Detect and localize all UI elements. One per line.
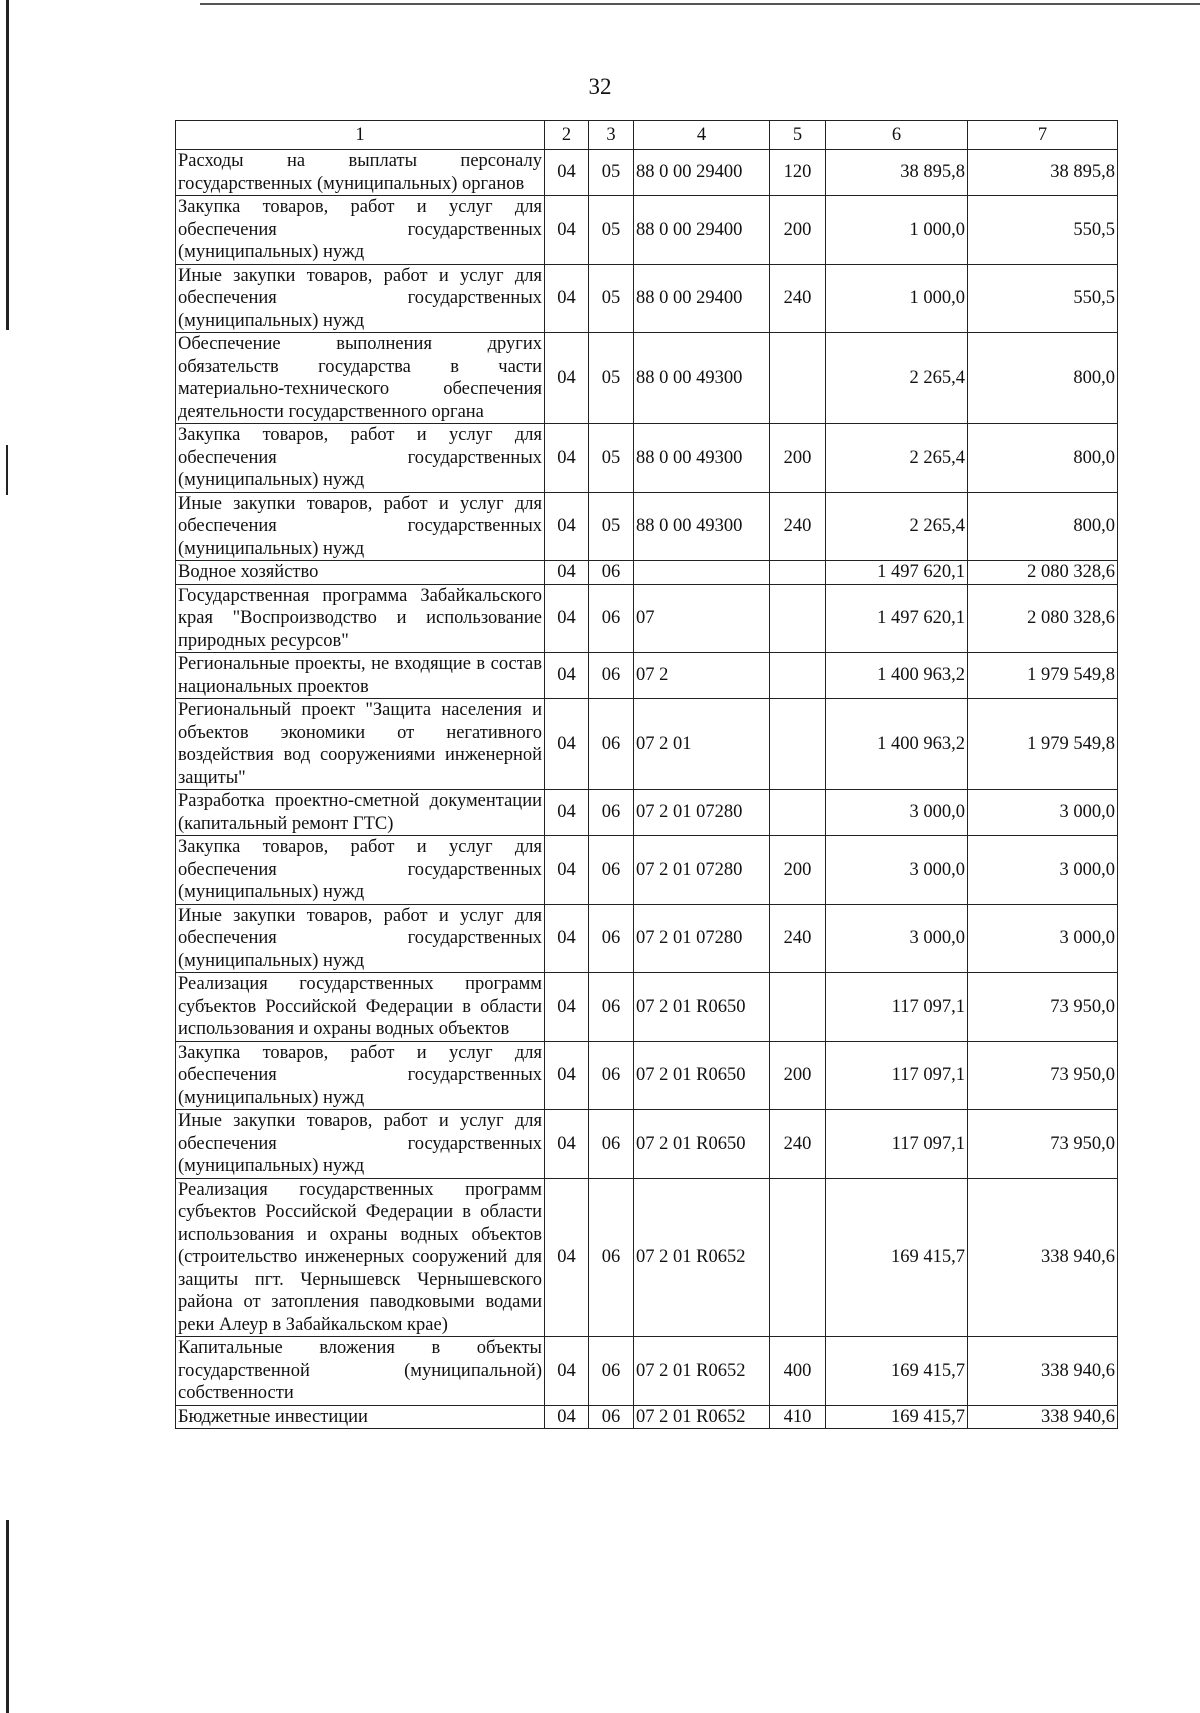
expense-type-cell [770,973,826,1042]
section-code-cell: 04 [545,653,589,699]
target-article-cell: 88 0 00 49300 [634,424,770,493]
target-article-cell [634,561,770,585]
subsection-code-cell: 06 [589,1178,634,1337]
amount-col7-cell: 73 950,0 [968,1110,1118,1179]
expense-type-cell: 200 [770,196,826,265]
table-row [176,584,1118,653]
amount-col7-cell: 800,0 [968,333,1118,424]
table-row [176,196,1118,265]
target-article-cell: 07 2 01 R0650 [634,973,770,1042]
table-row [176,1110,1118,1179]
section-code-cell: 04 [545,1337,589,1406]
header-row [176,121,1118,150]
row-name-cell: Капитальные вложения в объекты государственной (муниципальной) собственности [176,1337,545,1406]
row-name-cell: Иные закупки товаров, работ и услуг для обеспечения государственных (муниципальных) нужд [176,1110,545,1179]
target-article-cell: 07 [634,584,770,653]
subsection-code-cell: 06 [589,1041,634,1110]
amount-col6-cell: 3 000,0 [826,790,968,836]
table-row [176,836,1118,905]
row-name-cell: Реализация государственных программ субъектов Российской Федерации в области использования и охраны водных объектов [176,973,545,1042]
table-row [176,561,1118,585]
section-code-cell: 04 [545,492,589,561]
target-article-cell: 07 2 01 07280 [634,790,770,836]
table-row [176,904,1118,973]
amount-col7-cell: 3 000,0 [968,904,1118,973]
expense-type-cell: 240 [770,904,826,973]
section-code-cell: 04 [545,790,589,836]
section-code-cell: 04 [545,424,589,493]
subsection-code-cell: 05 [589,492,634,561]
section-code-cell: 04 [545,584,589,653]
target-article-cell: 07 2 01 R0652 [634,1405,770,1429]
amount-col6-cell: 169 415,7 [826,1178,968,1337]
subsection-code-cell: 06 [589,653,634,699]
amount-col7-cell: 800,0 [968,424,1118,493]
amount-col6-cell: 2 265,4 [826,492,968,561]
subsection-code-cell: 05 [589,333,634,424]
subsection-code-cell: 05 [589,424,634,493]
table-row [176,790,1118,836]
section-code-cell: 04 [545,196,589,265]
amount-col6-cell: 117 097,1 [826,973,968,1042]
subsection-code-cell: 06 [589,1337,634,1406]
scan-edge-left [6,0,9,330]
target-article-cell: 07 2 01 07280 [634,836,770,905]
section-code-cell: 04 [545,1405,589,1429]
row-name-cell: Обеспечение выполнения других обязательств государства в части материально-технического обеспечения деятельности государственного органа [176,333,545,424]
amount-col6-cell: 3 000,0 [826,836,968,905]
target-article-cell: 88 0 00 49300 [634,492,770,561]
amount-col6-cell: 1 400 963,2 [826,653,968,699]
amount-col6-cell: 117 097,1 [826,1041,968,1110]
subsection-code-cell: 06 [589,699,634,790]
scan-edge-top [200,3,1200,5]
column-header: 5 [770,121,826,150]
row-name-cell: Закупка товаров, работ и услуг для обеспечения государственных (муниципальных) нужд [176,836,545,905]
subsection-code-cell: 06 [589,584,634,653]
section-code-cell: 04 [545,699,589,790]
column-header: 7 [968,121,1118,150]
section-code-cell: 04 [545,561,589,585]
column-header: 2 [545,121,589,150]
table-row [176,1405,1118,1429]
target-article-cell: 88 0 00 29400 [634,150,770,196]
amount-col7-cell: 38 895,8 [968,150,1118,196]
target-article-cell: 07 2 01 R0650 [634,1110,770,1179]
amount-col7-cell: 73 950,0 [968,1041,1118,1110]
column-header: 6 [826,121,968,150]
section-code-cell: 04 [545,1178,589,1337]
amount-col6-cell: 1 400 963,2 [826,699,968,790]
row-name-cell: Расходы на выплаты персоналу государственных (муниципальных) органов [176,150,545,196]
section-code-cell: 04 [545,1110,589,1179]
table-row [176,1178,1118,1337]
expense-type-cell: 240 [770,1110,826,1179]
row-name-cell: Разработка проектно-сметной документации (капитальный ремонт ГТС) [176,790,545,836]
row-name-cell: Закупка товаров, работ и услуг для обеспечения государственных (муниципальных) нужд [176,1041,545,1110]
amount-col6-cell: 1 497 620,1 [826,561,968,585]
amount-col7-cell: 550,5 [968,264,1118,333]
amount-col7-cell: 2 080 328,6 [968,584,1118,653]
subsection-code-cell: 06 [589,836,634,905]
table-row [176,1041,1118,1110]
amount-col6-cell: 38 895,8 [826,150,968,196]
target-article-cell: 07 2 01 R0650 [634,1041,770,1110]
expense-type-cell: 240 [770,492,826,561]
target-article-cell: 88 0 00 29400 [634,196,770,265]
expense-type-cell [770,333,826,424]
table-row [176,264,1118,333]
amount-col7-cell: 550,5 [968,196,1118,265]
target-article-cell: 07 2 01 R0652 [634,1337,770,1406]
expense-type-cell [770,790,826,836]
expense-type-cell: 200 [770,424,826,493]
row-name-cell: Водное хозяйство [176,561,545,585]
row-name-cell: Региональные проекты, не входящие в состав национальных проектов [176,653,545,699]
budget-table [175,120,1118,1429]
expense-type-cell [770,653,826,699]
amount-col6-cell: 117 097,1 [826,1110,968,1179]
table-row [176,424,1118,493]
column-header: 1 [176,121,545,150]
row-name-cell: Закупка товаров, работ и услуг для обеспечения государственных (муниципальных) нужд [176,424,545,493]
amount-col7-cell: 338 940,6 [968,1405,1118,1429]
row-name-cell: Региональный проект "Защита населения и объектов экономики от негативного воздействия вод сооружениями инженерной защиты" [176,699,545,790]
target-article-cell: 07 2 [634,653,770,699]
subsection-code-cell: 06 [589,790,634,836]
table-row [176,973,1118,1042]
subsection-code-cell: 05 [589,196,634,265]
subsection-code-cell: 06 [589,1110,634,1179]
section-code-cell: 04 [545,264,589,333]
amount-col6-cell: 1 497 620,1 [826,584,968,653]
expense-type-cell [770,561,826,585]
amount-col7-cell: 73 950,0 [968,973,1118,1042]
expense-type-cell [770,699,826,790]
amount-col7-cell: 1 979 549,8 [968,653,1118,699]
row-name-cell: Иные закупки товаров, работ и услуг для обеспечения государственных (муниципальных) нужд [176,904,545,973]
table-row [176,699,1118,790]
amount-col6-cell: 169 415,7 [826,1337,968,1406]
target-article-cell: 07 2 01 07280 [634,904,770,973]
table-row [176,492,1118,561]
row-name-cell: Государственная программа Забайкальского края "Воспроизводство и использование природных ресурсов" [176,584,545,653]
target-article-cell: 07 2 01 R0652 [634,1178,770,1337]
expense-type-cell: 200 [770,1041,826,1110]
amount-col7-cell: 800,0 [968,492,1118,561]
amount-col6-cell: 1 000,0 [826,264,968,333]
subsection-code-cell: 06 [589,973,634,1042]
expense-type-cell: 400 [770,1337,826,1406]
amount-col7-cell: 1 979 549,8 [968,699,1118,790]
section-code-cell: 04 [545,1041,589,1110]
subsection-code-cell: 06 [589,1405,634,1429]
table-row [176,1337,1118,1406]
subsection-code-cell: 06 [589,561,634,585]
page-number: 32 [588,74,612,99]
column-header: 4 [634,121,770,150]
row-name-cell: Закупка товаров, работ и услуг для обеспечения государственных (муниципальных) нужд [176,196,545,265]
amount-col7-cell: 3 000,0 [968,836,1118,905]
amount-col7-cell: 2 080 328,6 [968,561,1118,585]
amount-col7-cell: 338 940,6 [968,1178,1118,1337]
amount-col6-cell: 169 415,7 [826,1405,968,1429]
subsection-code-cell: 06 [589,904,634,973]
expense-type-cell [770,1178,826,1337]
amount-col7-cell: 338 940,6 [968,1337,1118,1406]
target-article-cell: 88 0 00 29400 [634,264,770,333]
expense-type-cell [770,584,826,653]
table-row [176,150,1118,196]
amount-col6-cell: 2 265,4 [826,424,968,493]
table-row [176,653,1118,699]
scan-edge-left-mark [6,445,8,495]
column-header: 3 [589,121,634,150]
row-name-cell: Бюджетные инвестиции [176,1405,545,1429]
table-row [176,333,1118,424]
amount-col7-cell: 3 000,0 [968,790,1118,836]
scan-edge-left-bottom [6,1520,9,1713]
expense-type-cell: 240 [770,264,826,333]
row-name-cell: Иные закупки товаров, работ и услуг для обеспечения государственных (муниципальных) нужд [176,492,545,561]
row-name-cell: Иные закупки товаров, работ и услуг для обеспечения государственных (муниципальных) нужд [176,264,545,333]
section-code-cell: 04 [545,904,589,973]
expense-type-cell: 200 [770,836,826,905]
expense-type-cell: 120 [770,150,826,196]
amount-col6-cell: 3 000,0 [826,904,968,973]
expense-type-cell: 410 [770,1405,826,1429]
target-article-cell: 88 0 00 49300 [634,333,770,424]
amount-col6-cell: 1 000,0 [826,196,968,265]
subsection-code-cell: 05 [589,150,634,196]
subsection-code-cell: 05 [589,264,634,333]
section-code-cell: 04 [545,836,589,905]
target-article-cell: 07 2 01 [634,699,770,790]
section-code-cell: 04 [545,973,589,1042]
section-code-cell: 04 [545,333,589,424]
section-code-cell: 04 [545,150,589,196]
row-name-cell: Реализация государственных программ субъектов Российской Федерации в области использования и охраны водных объектов (строительство инженерных сооружений для защиты пгт. Чернышевск Чернышевского района от затопления паводковыми водами реки Алеур в Забайкальском крае) [176,1178,545,1337]
amount-col6-cell: 2 265,4 [826,333,968,424]
